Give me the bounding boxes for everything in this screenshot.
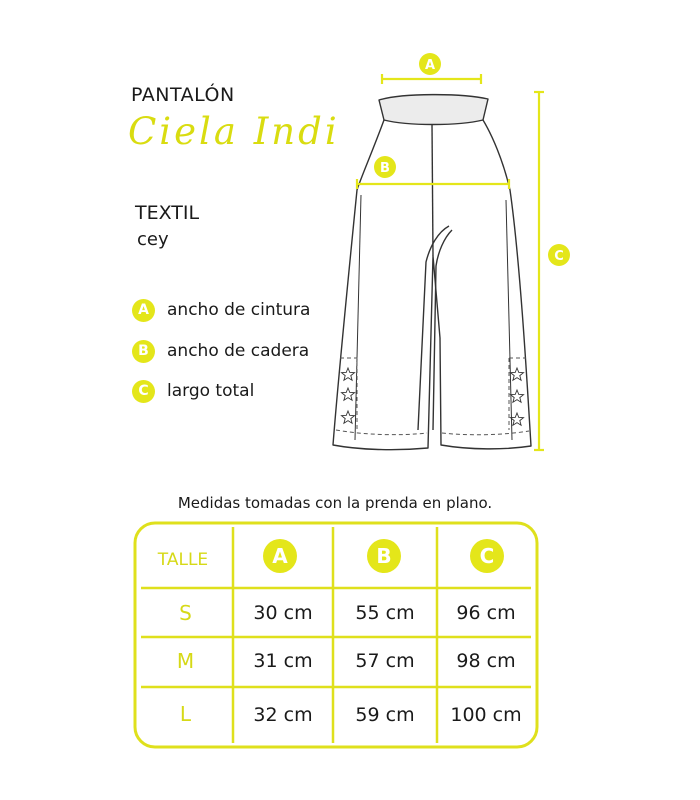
table-header-a: A	[263, 539, 297, 573]
table-cell-b: 55 cm	[355, 602, 415, 624]
pants-diagram	[325, 48, 564, 468]
table-cell-b: 59 cm	[355, 704, 415, 726]
table-header-b: B	[367, 539, 401, 573]
legend-badge-b: B	[132, 340, 155, 363]
material-label: TEXTIL	[135, 202, 200, 224]
table-cell-a: 30 cm	[253, 602, 313, 624]
marker-a	[419, 53, 441, 75]
svg-text:B: B	[380, 161, 390, 176]
star-icon	[511, 368, 524, 380]
table-cell-a: 31 cm	[253, 650, 313, 672]
star-icon	[342, 368, 355, 380]
svg-text:A: A	[424, 58, 436, 73]
star-icon	[342, 388, 355, 400]
table-cell-b: 57 cm	[355, 650, 415, 672]
table-cell-a: 32 cm	[253, 704, 313, 726]
material-value: cey	[137, 229, 169, 250]
table-cell-c: 96 cm	[456, 602, 516, 624]
table-cell-c: 100 cm	[450, 704, 522, 726]
legend-item-a	[132, 297, 310, 323]
table-header-c: C	[470, 539, 504, 573]
star-icon	[511, 413, 524, 425]
legend-label-a: ancho de cintura	[167, 300, 311, 320]
marker-c	[548, 244, 570, 266]
marker-b	[374, 156, 396, 178]
legend-label-b: ancho de cadera	[167, 341, 310, 361]
table-row-size: L	[179, 702, 192, 726]
pants-outline	[333, 95, 531, 450]
legend-item-b	[132, 338, 309, 364]
table-row-size: M	[176, 649, 195, 673]
size-table	[133, 521, 539, 749]
star-icon	[511, 390, 524, 402]
svg-text:C: C	[554, 249, 564, 264]
legend-badge-c: C	[132, 380, 155, 403]
table-header-size: TALLE	[157, 550, 209, 570]
star-patches	[342, 368, 524, 425]
legend-label-c: largo total	[167, 381, 255, 401]
product-type: PANTALÓN	[131, 84, 235, 106]
star-icon	[342, 411, 355, 423]
product-name: Ciela Indi	[128, 110, 340, 153]
measurement-note: Medidas tomadas con la prenda en plano.	[177, 494, 493, 512]
legend-item-c	[132, 378, 254, 404]
table-row-size: S	[179, 601, 192, 625]
legend-badge-a: A	[132, 299, 155, 322]
table-cell-c: 98 cm	[456, 650, 516, 672]
